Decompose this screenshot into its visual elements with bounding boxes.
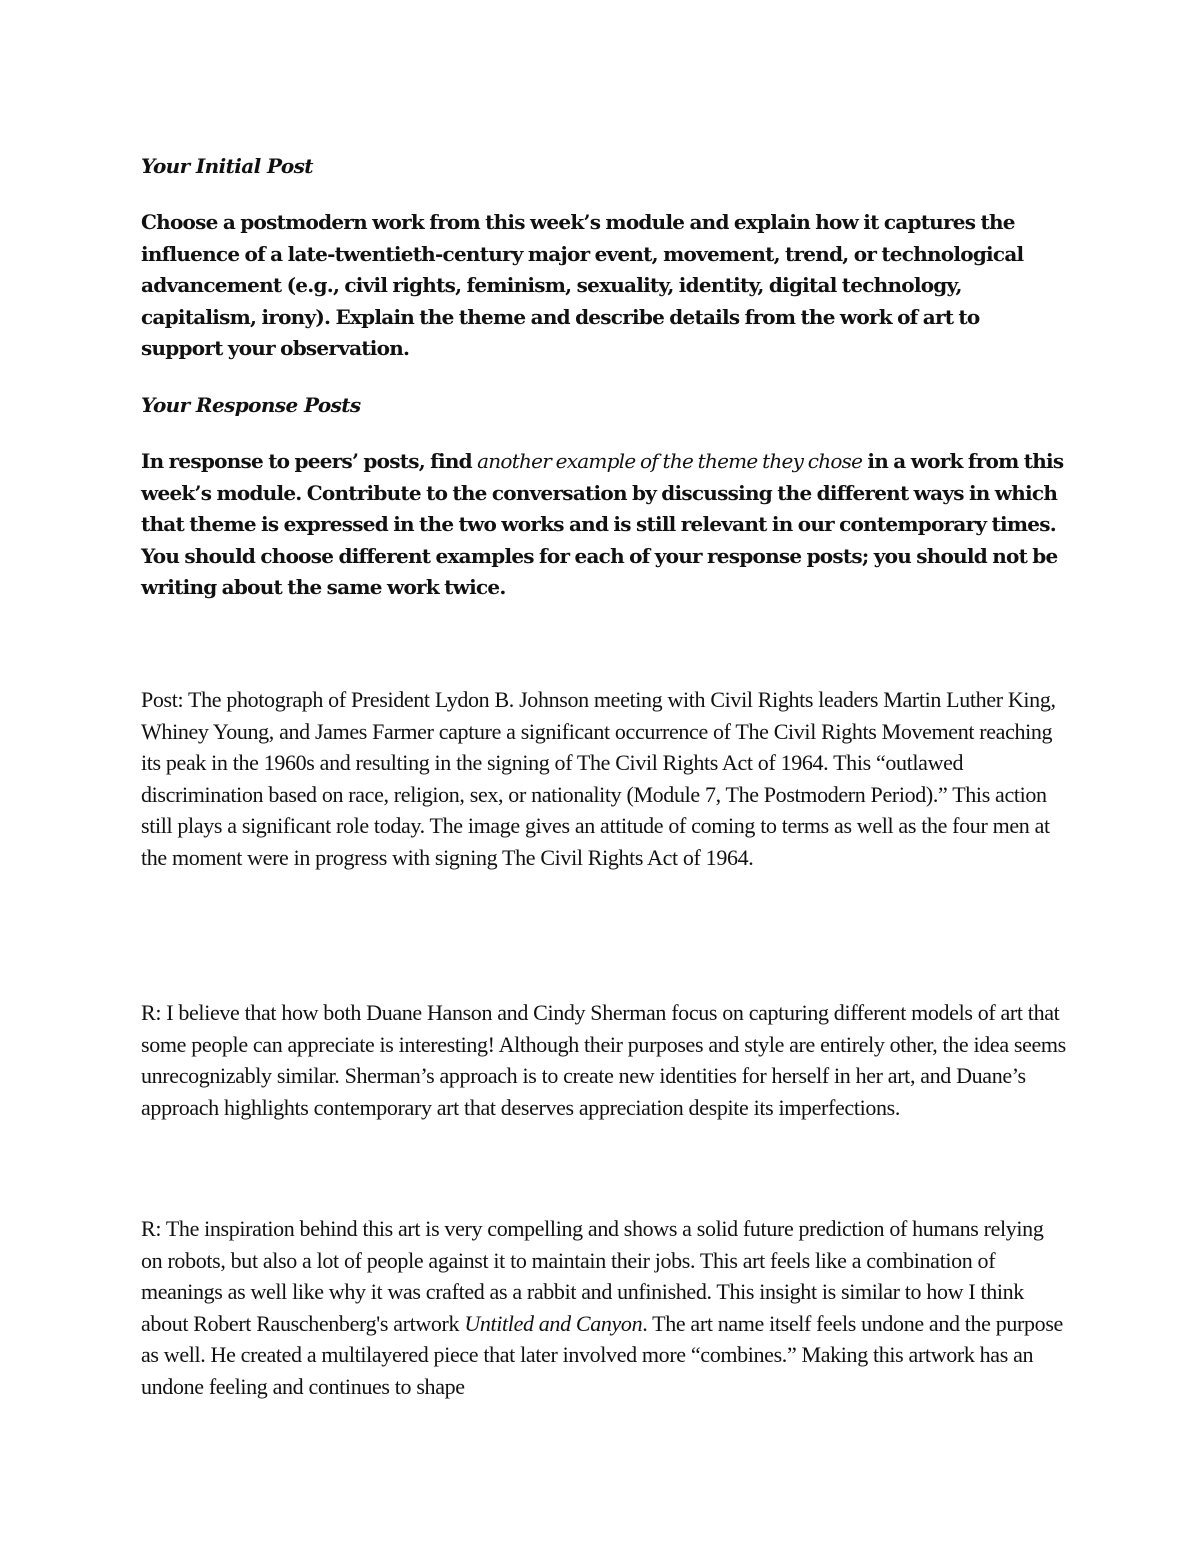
response-1-body: R: I believe that how both Duane Hanson and Cindy Sherman focus on capturing different models of art that some people can appreciate is interesting! Although their purposes and style are entirely other, the idea seems unrecognizably similar. Sherman’s approach is to create new identities for herself in her art, and Duane’s approach highlights contemporary art that deserves appreciation despite its imperfections. (141, 1000, 1066, 1120)
response-prompt-start: In response to peers’ posts, find (141, 449, 478, 473)
response-2-start: R: The inspiration behind this art is very compelling and shows a solid future prediction of humans relying on robots, but also a lot of people against it to maintain their jobs. This art feels like a combination of meanings as well like why it was crafted as a rabbit and unfinished. This insight is similar to how I think about Robert Rauschenberg's artwork (141, 1216, 1044, 1336)
initial-post-heading: Your Initial Post (141, 154, 313, 178)
response-2-body (141, 1213, 1066, 1402)
artwork-title: Untitled and Canyon (464, 1310, 643, 1336)
response-2-end: . The art name itself feels undone and the purpose as well. He created a multilayered piece that later involved more “combines.” Making this artwork has an undone feeling and continues to shape (141, 1310, 1063, 1399)
response-posts-prompt (141, 446, 1066, 604)
response-posts-heading: Your Response Posts (141, 393, 361, 417)
initial-post-body: Post: The photograph of President Lydon B. Johnson meeting with Civil Rights leaders Martin Luther King, Whiney Young, and James Farmer capture a significant occurrence of The Civil Rights Movement reaching its peak in the 1960s and resulting in the signing of The Civil Rights Act of 1964. This “outlawed discrimination based on race, religion, sex, or nationality (Module 7, The Postmodern Period).” This action still plays a significant role today. The image gives an attitude of coming to terms as well as the four men at the moment were in progress with signing The Civil Rights Act of 1964. (141, 687, 1056, 870)
initial-post-prompt: Choose a postmodern work from this week’s module and explain how it captures the influence of a late-twentieth-century major event, movement, trend, or technological advancement (e.g., civil rights, feminism, sexuality, identity, digital technology, capitalism, irony). Explain the theme and describe details from the work of art to support your observation. (141, 210, 1024, 360)
response-prompt-emphasis: another example of the theme they chose (477, 449, 863, 473)
response-prompt-end: in a work from this week’s module. Contribute to the conversation by discussing the different ways in which that theme is expressed in the two works and is still relevant in our contemporary times. You should choose different examples for each of your response posts; you should not be writing about the same work twice. (141, 449, 1064, 599)
